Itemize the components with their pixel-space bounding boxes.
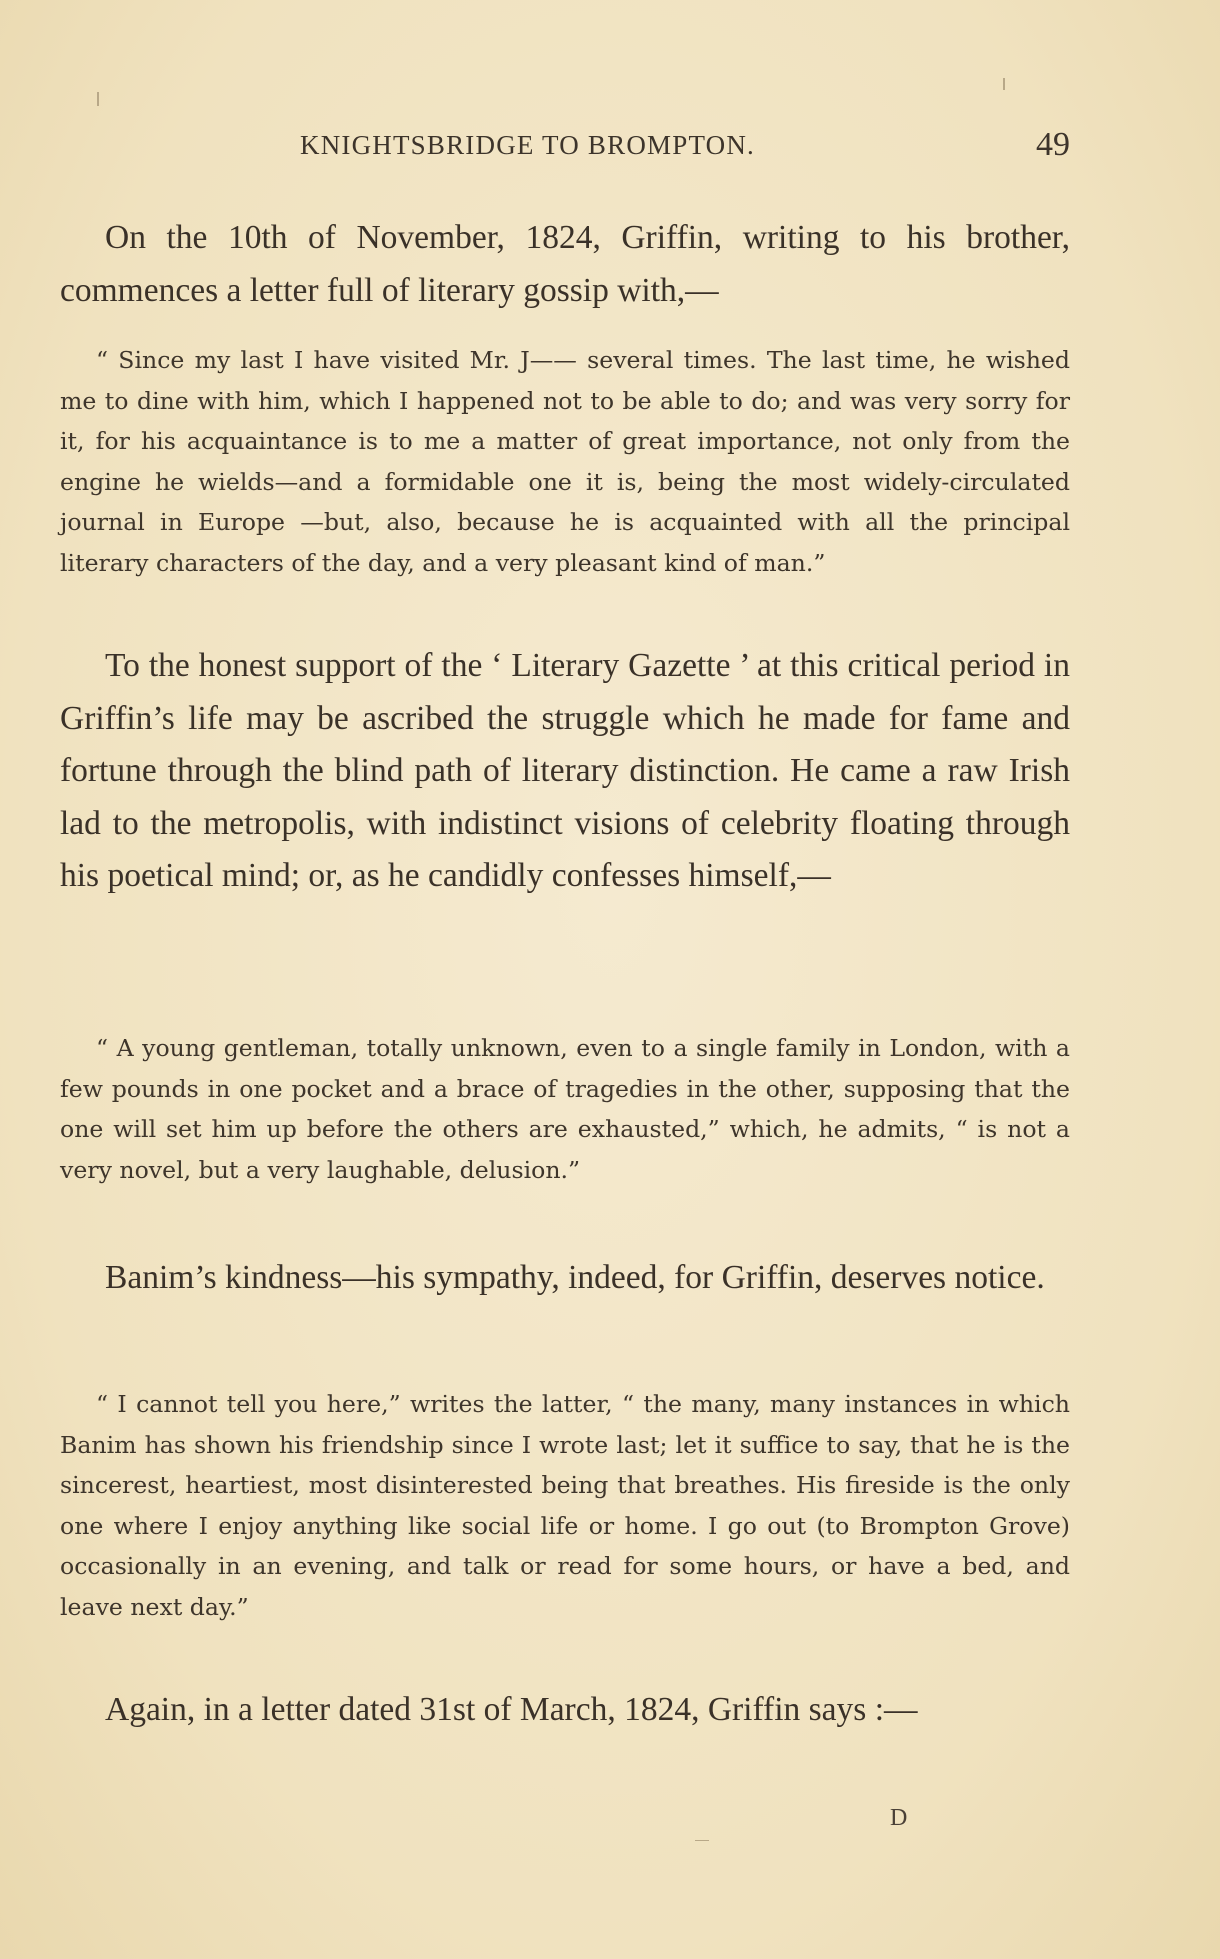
- block-quote-banim-friendship: [60, 1384, 1070, 1627]
- paper-speck: [97, 92, 99, 106]
- quotation: “ I cannot tell you here,” writes the latter, “ the many, many instances in which Banim has shown his friendship since I wrote last; let it suffice to say, that he is the sincerest, heartiest, most disinterested being that breathes. His fireside is the only one where I enjoy anything like social life or home. I go out (to Brompton Grove) occasionally in an evening, and talk or read for some hours, or have a bed, and leave next day.”: [60, 1390, 1070, 1621]
- paper-speck: [1003, 78, 1005, 90]
- page-number: 49: [1036, 126, 1070, 163]
- signature-mark: D: [890, 1805, 908, 1831]
- quotation: “ Since my last I have visited Mr. J—— several times. The last time, he wished me to dine with him, which I happened not to be able to do; and was very sorry for it, for his acquaintance is to me a matter of great importance, not only from the engine he wields—and a formidable one it is, being the most widely-circulated journal in Europe —but, also, because he is acquainted with all the principal literary characters of the day, and a very pleasant kind of man.”: [60, 346, 1070, 577]
- quotation: “ A young gentleman, totally unknown, even to a single family in London, with a few pounds in one pocket and a brace of tragedies in the other, supposing that the one will set him up before the others are exhausted,” which, he admits, “ is not a very novel, but a very laughable, delusion.”: [60, 1034, 1070, 1184]
- body-paragraph: Again, in a letter dated 31st of March, 1824, Griffin says :—: [105, 1691, 918, 1728]
- body-paragraph: On the 10th of November, 1824, Griffin, writing to his brother, commences a letter full of literary gossip with,—: [60, 219, 1070, 309]
- block-quote-mr-j: [60, 340, 1070, 583]
- page-header: [300, 126, 1070, 170]
- paragraph-letter-march: [60, 1684, 1070, 1737]
- running-title: KNIGHTSBRIDGE TO BROMPTON.: [300, 130, 755, 160]
- body-paragraph: Banim’s kindness—his sympathy, indeed, for Griffin, deserves notice.: [105, 1259, 1045, 1296]
- paragraph-banim-kindness: [60, 1252, 1070, 1305]
- body-paragraph: To the honest support of the ‘ Literary Gazette ’ at this critical period in Griffin’s life may be ascribed the struggle which he made for fame and fortune through the blind path of literary distinction. He came a raw Irish lad to the metropolis, with indistinct visions of celebrity floating through his poetical mind; or, as he candidly confesses himself,—: [60, 647, 1070, 894]
- block-quote-young-gentleman: [60, 1028, 1070, 1190]
- paragraph-griffin-letter-intro: [60, 212, 1070, 317]
- paragraph-literary-gazette: [60, 640, 1070, 903]
- paper-speck: [695, 1840, 709, 1841]
